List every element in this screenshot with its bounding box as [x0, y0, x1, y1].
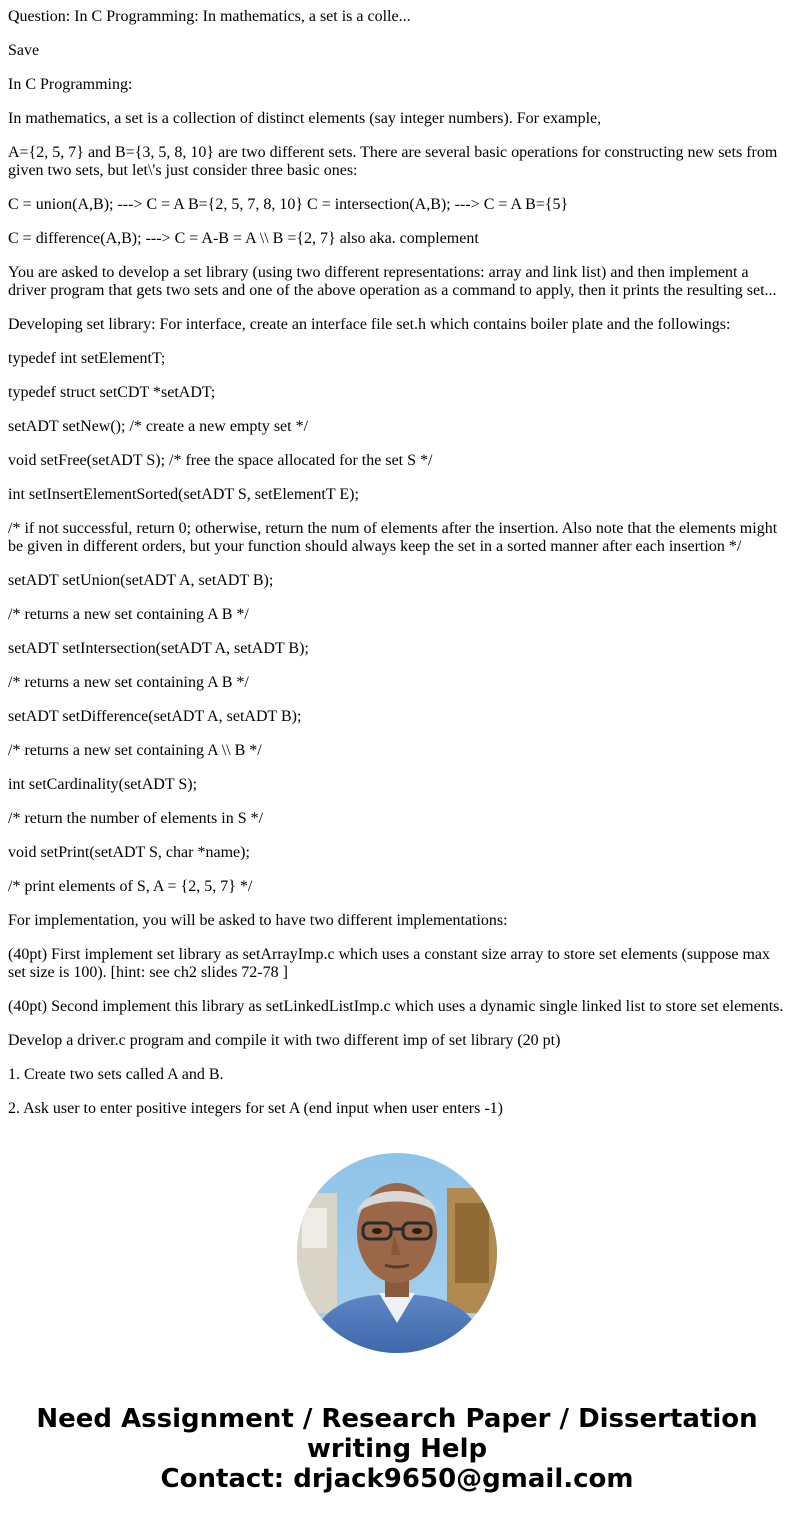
code-line: int setCardinality(setADT S);: [8, 776, 198, 793]
code-line: int setInsertElementSorted(setADT S, setElementT E);: [8, 486, 359, 503]
code-comment: /* returns a new set containing A \\ B */: [8, 742, 262, 759]
contact-email: Contact: drjack9650@gmail.com: [160, 1464, 634, 1494]
code-comment: /* returns a new set containing A B */: [8, 674, 249, 691]
code-line: setADT setNew(); /* create a new empty set */: [8, 418, 309, 435]
paragraph: C = union(A,B); ---> C = A B={2, 5, 7, 8, 10} C = intersection(A,B); ---> C = A B={5}: [8, 196, 569, 213]
code-line: typedef int setElementT;: [8, 350, 166, 367]
code-line: setADT setIntersection(setADT A, setADT B);: [8, 640, 309, 657]
paragraph: In mathematics, a set is a collection of distinct elements (say integer numbers). For example,: [8, 110, 602, 127]
code-line: typedef struct setCDT *setADT;: [8, 384, 216, 401]
code-comment: /* return the number of elements in S */: [8, 810, 264, 827]
paragraph: C = difference(A,B); ---> C = A-B = A \\ B ={2, 7} also aka. complement: [8, 230, 479, 247]
code-comment: /* returns a new set containing A B */: [8, 606, 249, 623]
promo-line: writing Help: [306, 1434, 488, 1464]
paragraph: In C Programming:: [8, 76, 133, 93]
paragraph: 2. Ask user to enter positive integers for set A (end input when user enters -1): [8, 1100, 503, 1117]
avatar: [297, 1153, 497, 1353]
paragraph: For implementation, you will be asked to have two different implementations:: [8, 912, 508, 929]
portrait-photo: [297, 1153, 497, 1353]
paragraph: Develop a driver.c program and compile it with two different imp of set library (20 pt): [8, 1032, 561, 1049]
paragraph: A={2, 5, 7} and B={3, 5, 8, 10} are two different sets. There are several basic operations for constructing new sets from given two sets, but let\'s just consider three basic ones:: [8, 144, 778, 179]
paragraph: (40pt) First implement set library as setArrayImp.c which uses a constant size array to store set elements (suppose max set size is 100). [hint: see ch2 slides 72-78 ]: [8, 946, 771, 981]
question-title: Question: In C Programming: In mathematics, a set is a colle...: [8, 8, 411, 25]
paragraph: (40pt) Second implement this library as setLinkedListImp.c which uses a dynamic single linked list to store set elements.: [8, 998, 784, 1015]
code-comment: /* if not successful, return 0; otherwise, return the num of elements after the insertion. Also note that the elements might be given in different orders, but your function should always keep the set in a sorted manner after each insertion */: [8, 520, 778, 555]
paragraph: Developing set library: For interface, create an interface file set.h which contains boiler plate and the followings:: [8, 316, 731, 333]
code-line: void setFree(setADT S); /* free the space allocated for the set S */: [8, 452, 433, 469]
code-comment: /* print elements of S, A = {2, 5, 7} */: [8, 878, 253, 895]
promo-banner: [0, 1404, 794, 1494]
paragraph: You are asked to develop a set library (using two different representations: array and link list) and then implement a driver program that gets two sets and one of the above operation as a command to apply, then it prints the resulting set...: [8, 264, 777, 299]
code-line: void setPrint(setADT S, char *name);: [8, 844, 250, 861]
code-line: setADT setUnion(setADT A, setADT B);: [8, 572, 274, 589]
code-line: setADT setDifference(setADT A, setADT B);: [8, 708, 302, 725]
save-link[interactable]: Save: [8, 42, 40, 59]
paragraph: 1. Create two sets called A and B.: [8, 1066, 224, 1083]
promo-line: Need Assignment / Research Paper / Dissertation: [36, 1404, 758, 1434]
